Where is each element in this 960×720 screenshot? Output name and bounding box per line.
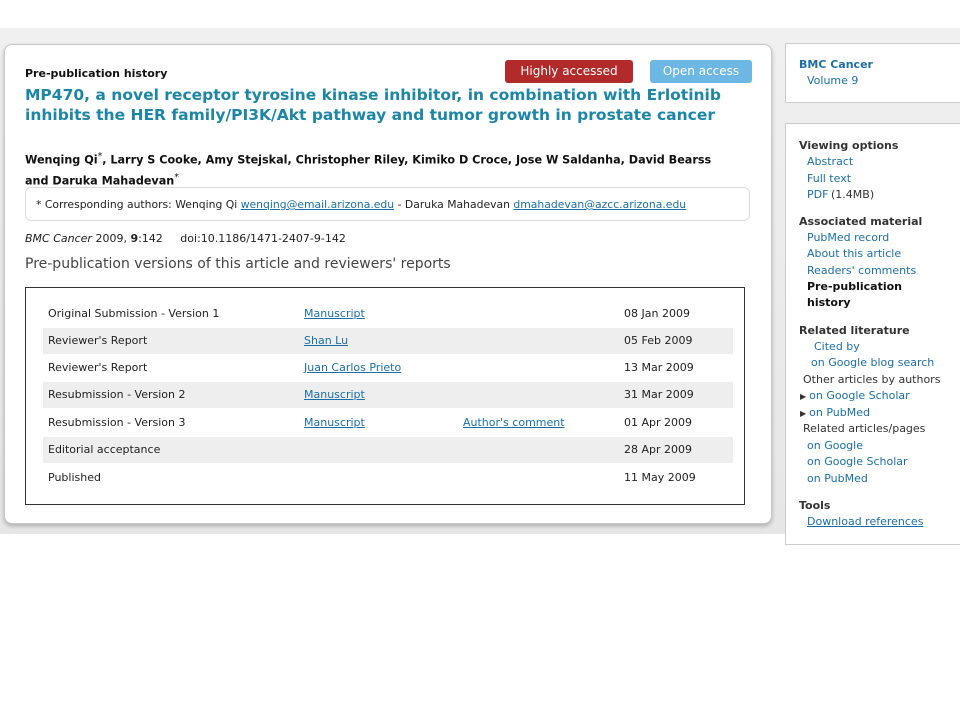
version-name: Editorial acceptance	[48, 443, 161, 456]
table-row	[43, 382, 733, 408]
download-references-link[interactable]: Download references	[807, 515, 924, 528]
sidebar-panel	[785, 123, 960, 545]
citation-journal: BMC Cancer	[25, 232, 92, 245]
versions-table	[25, 287, 745, 505]
citation-page: :142	[138, 232, 163, 245]
browser-screen	[0, 28, 960, 534]
pdf-link[interactable]: PDF	[807, 188, 829, 201]
citation-year: 2009,	[91, 232, 131, 245]
journal-link[interactable]: BMC Cancer	[799, 58, 873, 71]
version-date: 08 Jan 2009	[624, 307, 690, 320]
manuscript-link[interactable]: Manuscript	[304, 388, 365, 401]
manuscript-link[interactable]: Manuscript	[304, 307, 365, 320]
citation-doi: doi:10.1186/1471-2407-9-142	[180, 232, 346, 245]
email-link[interactable]: wenqing@email.arizona.edu	[240, 198, 395, 211]
author-names: , Larry S Cooke, Amy Stejskal, Christopher Riley, Kimiko D Croce, Jose W Saldanha, David Bearss	[102, 153, 712, 167]
version-date: 11 May 2009	[624, 471, 696, 484]
table-row	[43, 301, 733, 327]
version-date: 05 Feb 2009	[624, 334, 693, 347]
email-link[interactable]: dmahadevan@azcc.arizona.edu	[513, 198, 687, 211]
associated-material-heading: Associated material	[799, 215, 923, 228]
version-name: Reviewer's Report	[48, 361, 148, 374]
author-list	[25, 148, 755, 189]
version-date: 28 Apr 2009	[624, 443, 693, 456]
triangle-right-icon: ▶	[800, 409, 807, 418]
citation-line	[25, 232, 346, 245]
version-name: Published	[48, 471, 101, 484]
author-name[interactable]: and Daruka Mahadevan	[25, 174, 175, 188]
version-date: 31 Mar 2009	[624, 388, 694, 401]
google-blog-link[interactable]: on Google blog search	[811, 356, 935, 369]
other-articles-label: Other articles by authors	[803, 373, 941, 386]
highly-accessed-badge[interactable]: Highly accessed	[505, 60, 633, 83]
version-name: Original Submission - Version 1	[48, 307, 220, 320]
on-google-scholar-link[interactable]: on Google Scholar	[807, 455, 908, 468]
related-literature-heading: Related literature	[799, 324, 910, 337]
table-row	[43, 437, 733, 463]
manuscript-link[interactable]: Manuscript	[304, 416, 365, 429]
open-access-badge[interactable]: Open access	[650, 60, 752, 83]
readers-comments-link[interactable]: Readers' comments	[807, 264, 917, 277]
pubmed-authors-item[interactable]: ▶ on PubMed	[800, 406, 870, 419]
journal-box	[785, 43, 960, 103]
tools-heading: Tools	[799, 499, 831, 512]
related-pages-label: Related articles/pages	[803, 422, 926, 435]
on-google-link[interactable]: on Google	[807, 439, 863, 452]
on-pubmed-link[interactable]: on PubMed	[807, 472, 868, 485]
table-row	[43, 410, 733, 436]
author-name[interactable]: Wenqing Qi	[25, 153, 98, 167]
volume-link[interactable]: Volume 9	[807, 74, 859, 87]
article-panel	[4, 44, 772, 524]
fulltext-link[interactable]: Full text	[807, 172, 852, 185]
table-row	[43, 355, 733, 381]
corresponding-asterisk: *	[97, 151, 103, 162]
abstract-link[interactable]: Abstract	[807, 155, 854, 168]
corr-prefix: * Corresponding authors: Wenqing Qi	[36, 198, 238, 211]
viewing-options-heading: Viewing options	[799, 139, 899, 152]
pubmed-record-link[interactable]: PubMed record	[807, 231, 890, 244]
reviewer-link[interactable]: Shan Lu	[304, 334, 349, 347]
version-date: 01 Apr 2009	[624, 416, 693, 429]
article-title: MP470, a novel receptor tyrosine kinase inhibitor, in combination with Erlotinib inhibits the HER family/PI3K/Akt pathway and tumor growth in prostate cancer	[25, 86, 721, 124]
google-scholar-authors-item[interactable]: ▶ on Google Scholar	[800, 389, 910, 402]
version-name: Resubmission - Version 2	[48, 388, 186, 401]
version-name: Reviewer's Report	[48, 334, 148, 347]
corresponding-authors-box	[25, 187, 750, 221]
pdf-size: (1.4MB)	[831, 188, 875, 201]
triangle-right-icon: ▶	[800, 392, 807, 401]
version-date: 13 Mar 2009	[624, 361, 694, 374]
authors-comment-link[interactable]: Author's comment	[463, 416, 565, 429]
prepub-history-current: Pre-publication history	[807, 280, 902, 309]
citation-volume: 9	[130, 232, 139, 245]
table-row	[43, 328, 733, 354]
cited-by-link[interactable]: Cited by	[814, 340, 860, 353]
about-article-link[interactable]: About this article	[807, 247, 902, 260]
prepub-history-label: Pre-publication history	[25, 67, 168, 80]
versions-heading: Pre-publication versions of this article and reviewers' reports	[25, 256, 451, 272]
version-name: Resubmission - Version 3	[48, 416, 186, 429]
corresponding-asterisk: *	[174, 171, 179, 183]
table-row	[43, 465, 733, 491]
reviewer-link[interactable]: Juan Carlos Prieto	[304, 361, 402, 374]
corr-separator: - Daruka Mahadevan	[394, 198, 510, 211]
